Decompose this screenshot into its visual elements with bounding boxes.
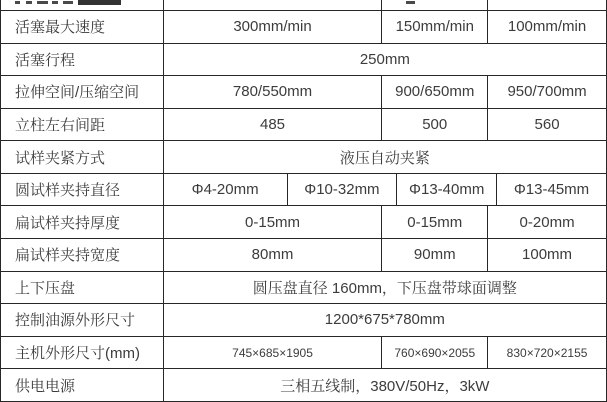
spec-label: 活塞行程	[1, 44, 164, 76]
clipped-text-remnant	[26, 1, 32, 4]
cropped-row-cell	[164, 0, 383, 10]
spec-value: 500	[382, 109, 488, 141]
spec-value: 100mm	[488, 239, 607, 271]
spec-value: 950/700mm	[488, 76, 607, 108]
spec-row-piston-max-speed	[1, 11, 607, 44]
spec-value: 150mm/min	[382, 11, 488, 43]
spec-row-tension-compression-space	[1, 76, 607, 109]
spec-value: 三相五线制，380V/50Hz，3kW	[164, 369, 607, 401]
spec-value: 830×720×2155	[488, 337, 607, 369]
spec-value: 圆压盘直径 160mm，下压盘带球面调整	[164, 272, 607, 304]
spec-value: 300mm/min	[164, 11, 383, 43]
clipped-text-remnant	[15, 1, 20, 4]
spec-value: 0-20mm	[488, 206, 607, 238]
spec-label: 试样夹紧方式	[1, 141, 164, 173]
spec-value: 0-15mm	[164, 206, 383, 238]
cropped-row-cell	[382, 0, 488, 10]
spec-value: 900/650mm	[382, 76, 488, 108]
spec-value: 760×690×2055	[382, 337, 488, 369]
spec-value: 780/550mm	[164, 76, 383, 108]
spec-row-round-specimen-diameter	[1, 174, 607, 207]
spec-label: 主机外形尺寸(mm)	[1, 337, 164, 369]
spec-row-flat-specimen-width	[1, 239, 607, 272]
spec-row-column-spacing	[1, 109, 607, 142]
cropped-top-row	[1, 0, 607, 11]
spec-value: 250mm	[164, 44, 607, 76]
spec-label: 圆试样夹持直径	[1, 174, 164, 206]
spec-label: 上下压盘	[1, 272, 164, 304]
cropped-row-cell	[488, 0, 607, 10]
spec-value: 1200*675*780mm	[164, 304, 607, 336]
spec-value: 100mm/min	[488, 11, 607, 43]
clipped-text-remnant	[406, 1, 415, 4]
spec-label: 扁试样夹持厚度	[1, 206, 164, 238]
spec-row-piston-stroke	[1, 44, 607, 77]
spec-label: 扁试样夹持宽度	[1, 239, 164, 271]
spec-row-clamping-method	[1, 141, 607, 174]
spec-label: 控制油源外形尺寸	[1, 304, 164, 336]
spec-value: 485	[164, 109, 383, 141]
spec-value: 80mm	[164, 239, 383, 271]
spec-value: 560	[488, 109, 607, 141]
spec-value: 0-15mm	[382, 206, 488, 238]
clipped-text-remnant	[37, 1, 48, 4]
spec-value: Φ4-20mm	[164, 174, 288, 206]
spec-row-power-supply	[1, 369, 607, 402]
spec-value: 745×685×1905	[164, 337, 383, 369]
spec-row-platens	[1, 272, 607, 305]
clipped-text-remnant	[52, 1, 58, 4]
spec-value: Φ13-45mm	[497, 174, 607, 206]
spec-value: Φ10-32mm	[288, 174, 398, 206]
clipped-text-remnant	[78, 0, 121, 5]
spec-label: 供电电源	[1, 369, 164, 401]
clipped-text-remnant	[63, 1, 73, 4]
spec-label: 活塞最大速度	[1, 11, 164, 43]
spec-row-oil-source-dimensions	[1, 304, 607, 337]
spec-value: 液压自动夹紧	[164, 141, 607, 173]
spec-value: 90mm	[382, 239, 488, 271]
spec-row-host-dimensions	[1, 337, 607, 370]
spec-value: Φ13-40mm	[397, 174, 497, 206]
spec-row-flat-specimen-thickness	[1, 206, 607, 239]
spec-label: 立柱左右间距	[1, 109, 164, 141]
cropped-row-label-cell	[1, 0, 164, 10]
spec-label: 拉伸空间/压缩空间	[1, 76, 164, 108]
